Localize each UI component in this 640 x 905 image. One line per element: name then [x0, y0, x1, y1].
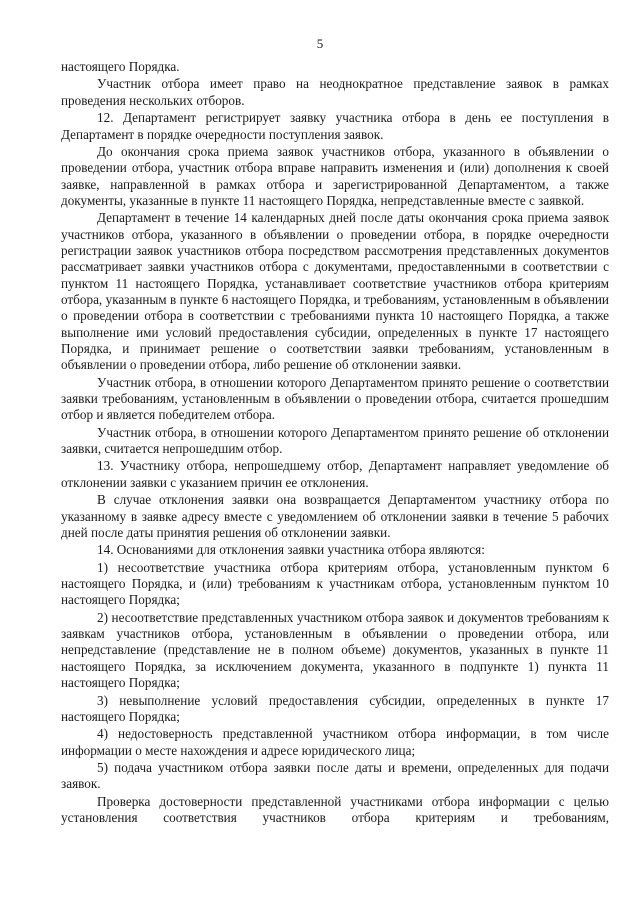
document-body [61, 59, 609, 828]
paragraph: Участник отбора имеет право на неоднократное представление заявок в рамках проведения нескольких отборов. [61, 76, 609, 108]
paragraph: 13. Участнику отбора, непрошедшему отбор, Департамент направляет уведомление об отклонении заявки с указанием причин ее отклонения. [61, 458, 609, 490]
paragraph: В случае отклонения заявки она возвращается Департаментом участнику отбора по указанному в заявке адресу вместе с уведомлением об отклонении заявки в течение 5 рабочих дней после даты принятия решения об отклонении заявки. [61, 492, 609, 540]
paragraph: 3) невыполнение условий предоставления субсидии, определенных в пункте 17 настоящего Порядка; [61, 692, 609, 724]
paragraph: 12. Департамент регистрирует заявку участника отбора в день ее поступления в Департамент в порядке очередности поступления заявок. [61, 110, 609, 142]
paragraph: До окончания срока приема заявок участников отбора, указанного в объявлении о проведении отбора, участник отбора вправе направить изменения и (или) дополнения к своей заявке, направленной в рамках отбора и зарегистрированной Департаментом, а также документы, указанные в пункте 11 настоящего Порядка, непредставленные вместе с заявкой. [61, 144, 609, 208]
paragraph: Проверка достоверности представленной участниками отбора информации с целью установления соответствия участников отбора критериям и требованиям, [61, 793, 609, 826]
paragraph: 1) несоответствие участника отбора критериям отбора, установленным пунктом 6 настоящего Порядка, и (или) требованиям к участникам отбора, установленным пунктом 10 настоящего Порядка; [61, 559, 609, 608]
paragraph: Участник отбора, в отношении которого Департаментом принято решение о соответствии заявки требованиям, установленным в объявлении о проведении отбора, считается прошедшим отбор и является победителем отбора. [61, 374, 609, 423]
paragraph: 2) несоответствие представленных участником отбора заявок и документов требованиям к заявкам участников отбора, установленным в объявлении о проведении отбора, или непредставление (представление не в полном объеме) документов, указанных в пункте 11 настоящего Порядка, за исключением документа, указанного в подпункте 1) пункта 11 настоящего Порядка; [61, 609, 609, 691]
paragraph: настоящего Порядка. [61, 59, 180, 74]
paragraph: Участник отбора, в отношении которого Департаментом принято решение об отклонении заявки, считается непрошедшим отбор. [61, 424, 609, 456]
paragraph: 5) подача участником отбора заявки после даты и времени, определенных для подачи заявок. [61, 760, 609, 792]
page-number: 5 [316, 36, 324, 51]
paragraph: Департамент в течение 14 календарных дней после даты окончания срока приема заявок участников отбора, указанного в объявлении о проведении отбора, в порядке очередности регистрации заявок участников отбора посредством рассмотрения представленных документов рассматривает заявки участников отбора с документами, предоставленными в соответствии с пунктом 11 настоящего Порядка, устанавливает соответствие участников отбора критериям отбора, указанным в пункте 6 настоящего Порядка, и требованиям, установленным в объявлении о проведении отбора в соответствии с требованиями пункта 10 настоящего Порядка, а также выполнение ими условий предоставления субсидии, определенных в пункте 17 настоящего Порядка, и принимает решение о соответствии заявки требованиям, установленным в объявлении о проведении отбора, либо решение об отклонении заявки. [61, 210, 609, 373]
paragraph: 4) недостоверность представленной участником отбора информации, в том числе информации о месте нахождения и адресе юридического лица; [61, 726, 609, 758]
paragraph: 14. Основаниями для отклонения заявки участника отбора являются: [97, 542, 485, 558]
